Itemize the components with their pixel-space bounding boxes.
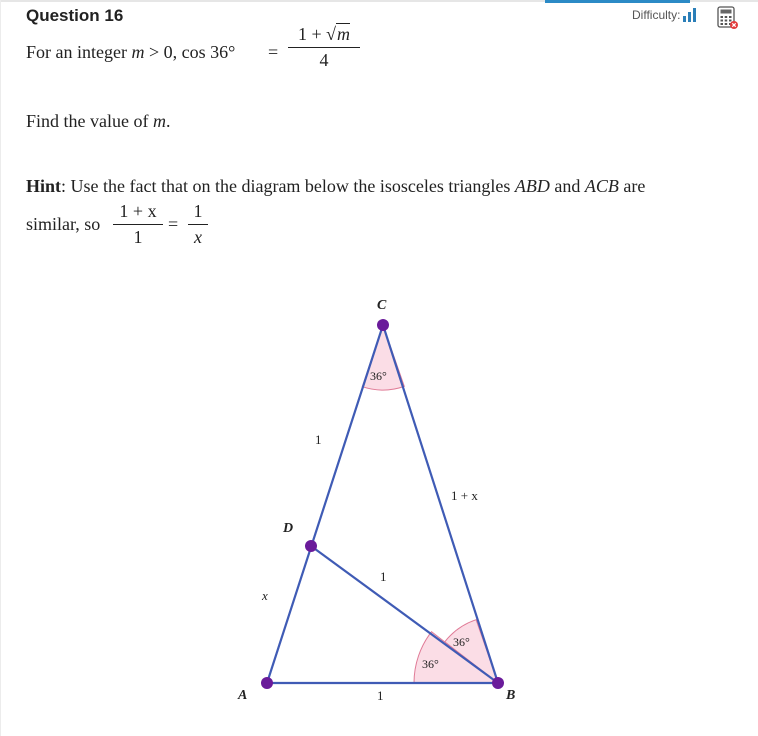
label-d: D [283, 521, 294, 536]
triangle-abd: ABD [514, 176, 550, 196]
vertex-b [492, 677, 504, 689]
question-title: Question 16 [26, 6, 124, 25]
label-c: C [377, 298, 387, 313]
vertex-d [305, 540, 317, 552]
side-label-ad: x [262, 588, 268, 603]
problem-condition: > 0, cos 36° [148, 42, 236, 62]
side-cb [383, 325, 498, 683]
difficulty-label: Difficulty: [632, 8, 681, 22]
side-label-cb: 1 + x [451, 488, 478, 503]
angle-label-b-upper: 36° [453, 635, 470, 649]
side-label-cd: 1 [315, 432, 322, 447]
find-text: Find the value of [26, 111, 149, 131]
vertex-a [261, 677, 273, 689]
lhs-numerator: 1 + x [119, 201, 157, 221]
side-ac [267, 325, 383, 683]
hint-are: are [623, 176, 646, 196]
triangle-acb: ACB [584, 176, 619, 196]
variable-m: m [131, 42, 145, 62]
find-variable: m [152, 111, 166, 131]
angle-label-b-lower: 36° [422, 657, 439, 671]
equals-sign: = [268, 42, 279, 62]
find-period: . [165, 111, 171, 131]
label-a: A [238, 688, 248, 703]
numerator-one-plus: 1 + [297, 24, 322, 44]
vertex-c [377, 319, 389, 331]
sqrt-symbol: √ [326, 24, 337, 44]
sqrt-argument: m [337, 24, 351, 44]
label-b: B [506, 688, 516, 703]
side-label-ab: 1 [377, 688, 384, 703]
hint-similar: similar, so [26, 214, 101, 234]
side-db [311, 546, 498, 683]
side-label-db: 1 [380, 569, 387, 584]
angle-label-c: 36° [370, 369, 387, 383]
rhs-numerator: 1 [193, 201, 203, 221]
rhs-denominator: x [194, 227, 202, 247]
problem-lead-text: For an integer [26, 42, 127, 62]
hint-text: : Use the fact that on the diagram below the isosceles triangles [61, 176, 511, 196]
hint-and: and [554, 176, 581, 196]
cos-fraction-denominator: 4 [319, 50, 329, 70]
lhs-denominator: 1 [133, 227, 143, 247]
similarity-equals: = [168, 214, 179, 234]
hint-label: Hint [26, 176, 62, 196]
